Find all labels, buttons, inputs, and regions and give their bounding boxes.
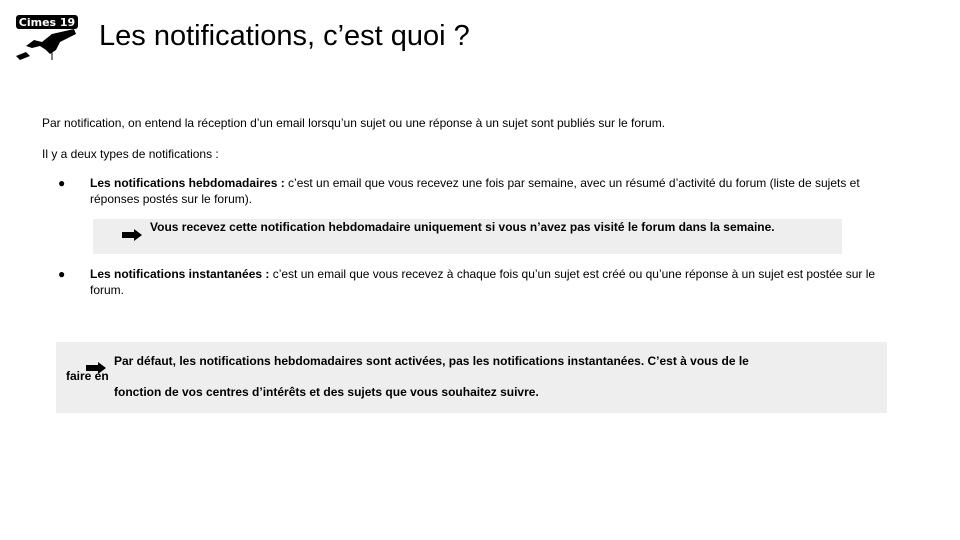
default-note-line2: fonction de vos centres d’intérêts et des sujets que vous souhaitez suivre. (114, 385, 539, 399)
default-note-line1: Par défaut, les notifications hebdomadaires sont activées, pas les notifications instantanées. C’est à vous de le (114, 354, 749, 368)
instant-text: c’est un email que vous recevez à chaque fois qu’un sujet est créé ou qu’une réponse à un sujet est postée sur le forum. (90, 267, 876, 297)
intro-text: Par notification, on entend la réception d’un email lorsqu’un sujet ou une réponse à un sujet sont publiés sur le forum. (42, 116, 666, 130)
weekly-text: c’est un email que vous recevez une fois par semaine, avec un résumé d’activité du forum (liste de sujets et réponses postés sur le forum). (90, 176, 860, 206)
weekly-note-callout (93, 219, 842, 254)
list-item-instant (90, 267, 880, 298)
weekly-label: Les notifications hebdomadaires : (90, 176, 285, 190)
bullet-icon: ● (58, 267, 66, 281)
list-item-weekly (90, 176, 880, 207)
types-intro: Il y a deux types de notifications : (42, 147, 219, 161)
bullet-icon: ● (58, 176, 66, 190)
default-settings-callout (56, 342, 887, 413)
weekly-note-text: Vous recevez cette notification hebdomadaire uniquement si vous n’avez pas visité le forum dans la semaine. (150, 220, 775, 234)
page-title: Les notifications, c’est quoi ? (99, 20, 470, 52)
default-note-continuation: faire en (66, 369, 109, 383)
instant-label: Les notifications instantanées : (90, 267, 270, 281)
logo-text: Cimes 19 (18, 16, 76, 29)
cimes19-logo (12, 12, 80, 62)
